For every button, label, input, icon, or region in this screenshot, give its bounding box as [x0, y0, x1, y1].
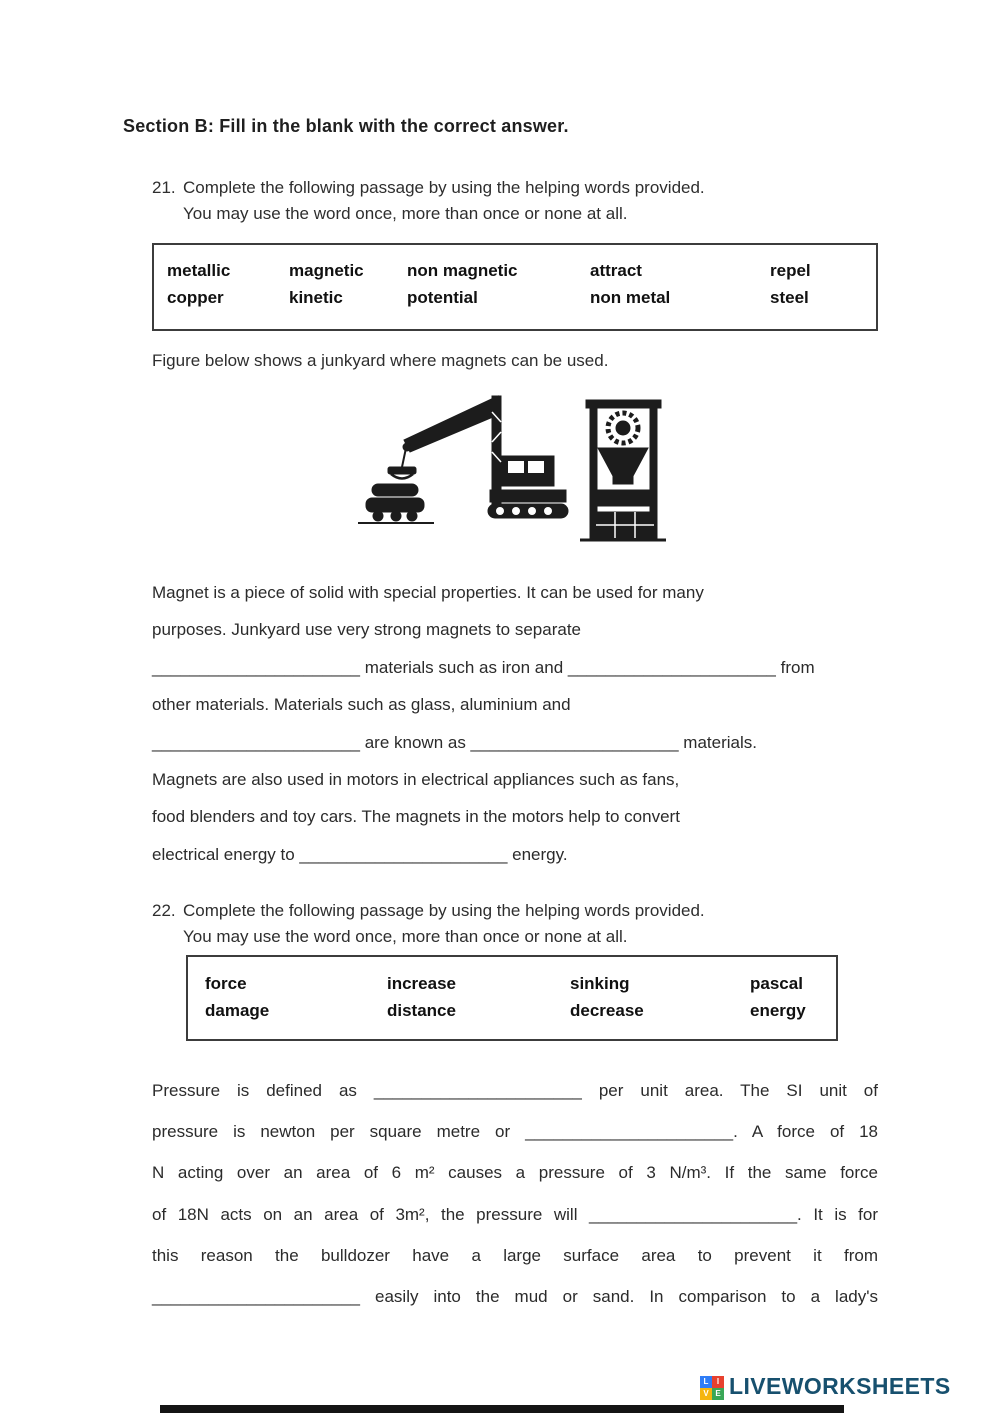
logo-tile: I — [712, 1376, 724, 1388]
word-bank-term: attract — [590, 261, 642, 280]
q21-prompt-line-2: You may use the word once, more than once or none at all. — [183, 204, 628, 223]
q21-number: 21. — [152, 178, 176, 197]
passage-line: ______________________ easily into the mud or sand. In comparison to a lady's — [152, 1286, 878, 1306]
word-bank-term: damage — [205, 1001, 270, 1020]
word-bank-term: copper — [167, 288, 224, 307]
q22-prompt-line-2: You may use the word once, more than once or none at all. — [183, 927, 628, 946]
word-bank-term: repel — [770, 261, 811, 280]
q21-prompt-line-1: Complete the following passage by using the helping words provided. — [183, 178, 705, 197]
q21-word-bank — [152, 243, 878, 331]
passage-line: of 18N acts on an area of 3m², the pressure will ______________________. It is for — [152, 1204, 878, 1224]
word-bank-term: magnetic — [289, 261, 364, 280]
word-bank-term: increase — [387, 974, 456, 993]
junkyard-crane-and-crusher-drawing — [350, 390, 670, 562]
word-bank-term: pascal — [750, 974, 803, 993]
figure-caption: Figure below shows a junkyard where magnets can be used. — [152, 351, 609, 370]
passage-line: other materials. Materials such as glass, aluminium and — [152, 695, 571, 715]
logo-tile: V — [700, 1388, 712, 1400]
liveworksheets-brand-text[interactable]: LIVEWORKSHEETS — [729, 1373, 951, 1399]
passage-line: pressure is newton per square metre or ______________________. A force of 18 — [152, 1122, 878, 1142]
logo-tile: L — [700, 1376, 712, 1388]
passage-line: Magnets are also used in motors in electrical appliances such as fans, — [152, 769, 680, 789]
passage-line: ______________________ are known as ______________________ materials. — [152, 732, 757, 752]
passage-line: purposes. Junkyard use very strong magnets to separate — [152, 620, 582, 640]
word-bank-term: distance — [387, 1001, 456, 1020]
q22-passage — [152, 1070, 878, 1317]
word-bank-term: potential — [407, 288, 478, 307]
section-heading: Section B: Fill in the blank with the correct answer. — [123, 116, 569, 136]
passage-line: Pressure is defined as ______________________ per unit area. The SI unit of — [152, 1081, 878, 1100]
logo-tile: E — [712, 1388, 724, 1400]
word-bank-term: kinetic — [289, 288, 343, 307]
word-bank-term: steel — [770, 288, 809, 307]
q22-number: 22. — [152, 901, 176, 920]
passage-line: Magnet is a piece of solid with special properties. It can be used for many — [152, 583, 704, 602]
word-bank-term: non magnetic — [407, 261, 518, 280]
passage-line: food blenders and toy cars. The magnets in the motors help to convert — [152, 807, 680, 827]
q22-word-bank — [186, 955, 838, 1041]
passage-line: this reason the bulldozer have a large surface area to prevent it from — [152, 1245, 878, 1265]
word-bank-term: force — [205, 974, 247, 993]
passage-line: N acting over an area of 6 m² causes a pressure of 3 N/m³. If the same force — [152, 1163, 878, 1183]
q22-prompt-line-1: Complete the following passage by using the helping words provided. — [183, 901, 705, 920]
passage-line: ______________________ materials such as iron and ______________________ from — [152, 657, 815, 677]
word-bank-term: decrease — [570, 1001, 644, 1020]
liveworksheets-logo-icon[interactable] — [700, 1376, 724, 1400]
passage-line: electrical energy to ______________________ energy. — [152, 844, 568, 864]
q21-passage — [152, 574, 882, 873]
word-bank-term: non metal — [590, 288, 671, 307]
next-page-edge — [160, 1405, 844, 1413]
word-bank-term: sinking — [570, 974, 630, 993]
word-bank-term: energy — [750, 1001, 806, 1020]
word-bank-term: metallic — [167, 261, 231, 280]
junkyard-illustration — [350, 390, 670, 562]
